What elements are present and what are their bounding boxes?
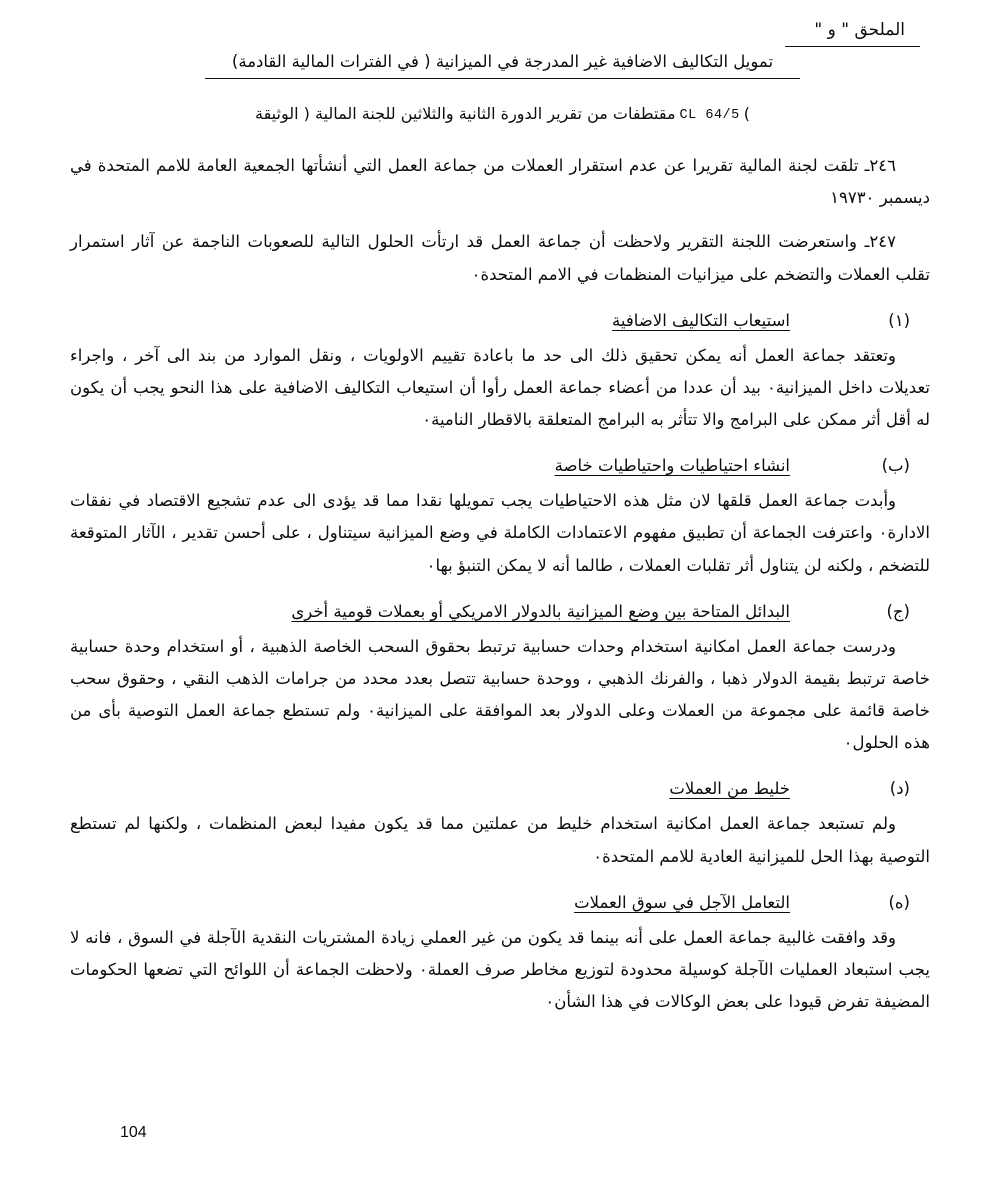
section-body-c: ودرست جماعة العمل امكانية استخدام وحدات حسابية ترتبط بحقوق السحب الخاصة الذهبية ، أو استخدام وحدة حسابية خاصة ترتبط بقيمة الدولار ذهبا ، والفرنك الذهبي ، ووحدة حسابية تتصل بعدد محدد من جرامات الذهب النقي ، وحقوق سحب خاصة قائمة على مجموعة من العملات وعلى الدولار بعد الموافقة على الميزانية٠ ولم تستطع جماعة العمل التوصية بأى من هذه الحلول٠: [70, 636, 931, 753]
section-marker-e: (ه): [888, 892, 910, 912]
section-title-c-text: البدائل المتاحة بين وضع الميزانية بالدولار الامريكي أو بعملات قومية أخرى: [291, 601, 790, 621]
annex-underline: [785, 46, 920, 47]
section-title-a-text: استيعاب التكاليف الاضافية: [612, 310, 790, 330]
section-title-b: [70, 456, 850, 475]
document-reference-prefix: مقتطفات من تقرير الدورة الثانية والثلاثين للجنة المالية ( الوثيقة: [254, 104, 676, 123]
section-heading-c: [70, 602, 930, 621]
section-marker-b: (ب): [881, 456, 910, 476]
page-title: تمويل التكاليف الاضافية غير المدرجة في الميزانية ( في الفترات المالية القادمة): [231, 52, 774, 71]
section-body-a: وتعتقد جماعة العمل أنه يمكن تحقيق ذلك الى حد ما باعادة تقييم الاولويات ، ونقل الموارد من بند الى آخر ، واجراء تعديلات داخل الميزانية٠ بيد أن عددا من أعضاء جماعة العمل رأوا أن استيعاب التكاليف الاضافية على هذا النحو يجب أن يكون له أقل أثر ممكن على البرامج والا تتأثر به البرامج المتعلقة بالاقطار النامية٠: [70, 345, 930, 430]
section-body-b: وأبدت جماعة العمل قلقها لان مثل هذه الاحتياطيات يجب تمويلها نقدا مما قد يؤدى الى عدم تشجيع الاقتصاد في نفقات الادارة٠ واعترفت الجماعة أن تطبيق مفهوم الاعتمادات الكاملة في وضع الميزانية سيتناول ، على أحسن تقدير ، الآثار المتوقعة للتضخم ، ولكنه لن يتناول أثر تقلبات العملات ، طالما أنه لا يمكن التنبؤ بها٠: [70, 491, 930, 575]
section-body-e: وقد وافقت غالبية جماعة العمل على أنه بينما قد يكون من غير العملي زيادة المشتريات النقدية الآجلة في السوق ، فانه لا يجب استبعاد العمليات الآجلة كوسيلة محدودة لتوزيع مخاطر صرف العملة٠ ولاحظت الجماعة أن اللوائح التي تضعها الحكومات المضيفة تفرض قيودا على بعض الوكالات في هذا الشأن٠: [70, 927, 931, 1012]
section-heading-e: [70, 893, 930, 912]
section-marker-a: (١): [888, 310, 910, 330]
paragraph-246-text: تلقت لجنة المالية تقريرا عن عدم استقرار العملات من جماعة العمل التي أنشأتها الجمعية العامة للامم المتحدة في ديسمبر ١٩٧٣٠: [70, 156, 930, 208]
document-reference: [215, 104, 790, 123]
paragraph-246-number: ٢٤٦ـ: [864, 156, 897, 175]
document-reference-suffix: ): [743, 104, 751, 123]
section-title-d: [70, 779, 850, 798]
document-code: CL 64/5: [679, 108, 740, 123]
spacer: [70, 214, 930, 226]
paragraph-247: [70, 226, 930, 290]
section-marker-c: (ج): [886, 601, 910, 621]
annex-label: الملحق " و ": [814, 20, 905, 40]
section-title-e-text: التعامل الآجل في سوق العملات: [574, 892, 790, 912]
section-marker-d: (د): [889, 779, 910, 799]
title-underline: [205, 78, 800, 79]
paragraph-246: [70, 150, 930, 214]
section-title-c: [70, 602, 850, 621]
section-heading-b: [70, 456, 930, 475]
section-title-a: [70, 311, 850, 330]
section-heading-a: [70, 311, 930, 330]
paragraph-247-number: ٢٤٧ـ: [864, 232, 897, 252]
section-body-d: ولم تستبعد جماعة العمل امكانية استخدام خليط من عملتين مما قد يكون مفيدا لبعض المنظمات ، ولكنها لم تستطع التوصية بهذا الحل للميزانية العادية للامم المتحدة٠: [70, 814, 930, 866]
document-body: [70, 150, 930, 1018]
section-title-b-text: انشاء احتياطيات واحتياطيات خاصة: [554, 456, 790, 476]
section-heading-d: [70, 779, 930, 798]
section-title-d-text: خليط من العملات: [669, 779, 790, 799]
section-title-e: [70, 893, 850, 912]
page-number: 104: [120, 1124, 147, 1141]
paragraph-247-text: واستعرضت اللجنة التقرير ولاحظت أن جماعة العمل قد ارتأت الحلول التالية للصعوبات الناجمة عن آثار استمرار تقلب العملات والتضخم على ميزانيات المنظمات في الامم المتحدة٠: [70, 232, 930, 284]
